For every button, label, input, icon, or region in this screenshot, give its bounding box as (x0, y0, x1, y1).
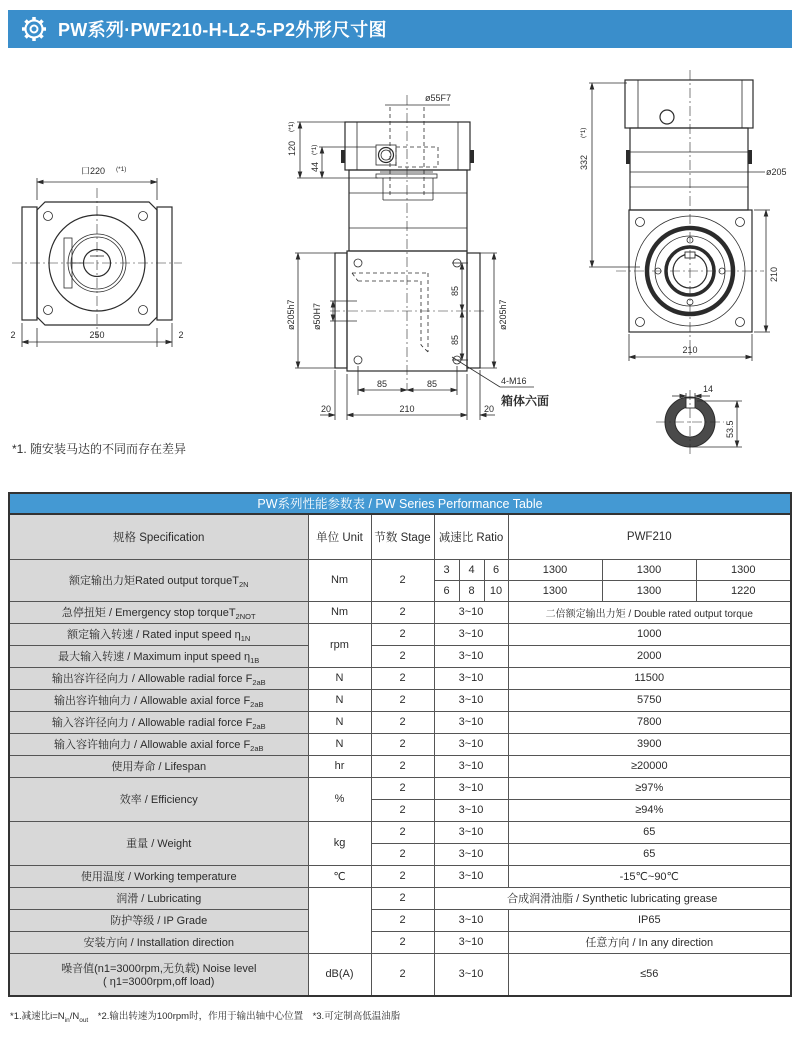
value-cell: 3~10 (434, 777, 508, 799)
dim-label: 210 (682, 345, 698, 355)
value-cell: 3~10 (434, 799, 508, 821)
value-cell: ≤56 (508, 953, 791, 996)
value-cell: 3~10 (434, 931, 508, 953)
spec-cell: 输入容许径向力 / Allowable radial force $F_{2aB}$ (9, 711, 308, 733)
spec-cell: 使用温度 / Working temperature (9, 865, 308, 887)
footnote-sub: out (79, 1016, 89, 1024)
value-cell: 2 (371, 865, 434, 887)
value-cell: -15℃~90℃ (508, 865, 791, 887)
dim-label: 210 (399, 404, 415, 414)
spec-cell: 输入容许轴向力 / Allowable axial force $F_{2aB}$ (9, 733, 308, 755)
table-row (9, 887, 791, 909)
value-cell: 2 (371, 843, 434, 865)
value-cell: 单位 Unit (308, 514, 371, 559)
table-row (9, 623, 791, 645)
value-cell: 1220 (696, 580, 791, 601)
table-row (9, 865, 791, 887)
value-cell: 2 (371, 799, 434, 821)
dim-label: 14 (703, 384, 714, 394)
value-cell: 2 (371, 645, 434, 667)
value-cell: 2 (371, 777, 434, 799)
spec-cell: 额定输出力矩Rated output torqueT$_{2N}$ (9, 559, 308, 601)
table-row (9, 667, 791, 689)
value-cell: N (308, 733, 371, 755)
spec-cell: 效率 / Efficiency (9, 777, 308, 821)
dim-label: 44 (310, 161, 320, 172)
value-cell: 3~10 (434, 865, 508, 887)
value-cell: 6 (434, 580, 459, 601)
dim-note: (*1) (288, 121, 295, 132)
spec-cell: 润滑 / Lubricating (9, 887, 308, 909)
value-cell: 3~10 (434, 623, 508, 645)
value-cell: 3 (434, 559, 459, 580)
value-cell: 6 (484, 559, 508, 580)
table-row (9, 559, 791, 580)
box-faces-label: 箱体六面 (501, 394, 550, 408)
dim-label: 210 (769, 266, 779, 282)
value-cell: PWF210 (508, 514, 791, 559)
value-cell: 2 (371, 909, 434, 931)
value-cell: 8 (459, 580, 484, 601)
value-cell: 2 (371, 887, 434, 909)
dimension-drawings (0, 60, 800, 460)
side-view-drawing (286, 93, 549, 420)
value-cell: 节数 Stage (371, 514, 434, 559)
table-row (9, 821, 791, 843)
dim-note: (*1) (311, 144, 318, 155)
value-cell: 1000 (508, 623, 791, 645)
spec-cell: 防护等级 / IP Grade (9, 909, 308, 931)
table-row (9, 953, 791, 996)
value-cell: 1300 (696, 559, 791, 580)
dim-label: 2 (10, 330, 16, 340)
value-cell: 任意方向 / In any direction (508, 931, 791, 953)
value-cell: rpm (308, 623, 371, 667)
value-cell: kg (308, 821, 371, 865)
value-cell: 7800 (508, 711, 791, 733)
footnote (10, 1008, 400, 1024)
header-banner (8, 10, 792, 48)
rear-view-drawing (579, 70, 787, 456)
dim-label: 85 (426, 379, 438, 389)
value-cell: 2 (371, 931, 434, 953)
gear-icon (20, 15, 48, 43)
value-cell: 3~10 (434, 733, 508, 755)
dim-label: 85 (450, 285, 460, 296)
performance-table (8, 513, 792, 997)
table-row (9, 514, 791, 559)
spec-cell: 额定输入转速 / Rated input speed $\eta_{1N}$ (9, 623, 308, 645)
table-row (9, 601, 791, 623)
value-cell: N (308, 711, 371, 733)
table-row (9, 689, 791, 711)
value-cell: 10 (484, 580, 508, 601)
value-cell: 1300 (508, 580, 602, 601)
value-cell: 65 (508, 821, 791, 843)
footnote-sub: in (64, 1016, 70, 1024)
dim-label: 20 (483, 404, 495, 414)
performance-table-section (8, 492, 792, 997)
table-row (9, 711, 791, 733)
spec-cell: 规格 Specification (9, 514, 308, 559)
table-title: PW系列性能参数表 / PW Series Performance Table (8, 492, 792, 513)
value-cell: 3~10 (434, 909, 508, 931)
value-cell: N (308, 689, 371, 711)
value-cell: 3~10 (434, 711, 508, 733)
value-cell: 2 (371, 755, 434, 777)
dim-note: (*1) (116, 166, 127, 173)
value-cell: 3~10 (434, 755, 508, 777)
value-cell: 1300 (602, 580, 696, 601)
dim-label: 53.5 (725, 420, 735, 438)
value-cell: 3~10 (434, 953, 508, 996)
dim-label: 250 (89, 330, 105, 340)
value-cell: hr (308, 755, 371, 777)
spec-cell: 急停扭矩 / Emergency stop torqueT$_{2NOT}$ (9, 601, 308, 623)
spec-cell: 噪音值(n1=3000rpm,无负载) Noise level ( η1=3000rpm,off load) (9, 953, 308, 996)
drawing-note: *1. 随安装马达的不同而存在差异 (12, 442, 187, 456)
value-cell: 3~10 (434, 843, 508, 865)
dim-label: 85 (376, 379, 388, 389)
value-cell: N (308, 667, 371, 689)
value-cell: 3~10 (434, 821, 508, 843)
performance-table-body (9, 514, 791, 996)
value-cell: 3~10 (434, 645, 508, 667)
value-cell: IP65 (508, 909, 791, 931)
value-cell: 1300 (508, 559, 602, 580)
spec-cell: 重量 / Weight (9, 821, 308, 865)
bolt-spec-label: 4-M16 (501, 376, 527, 386)
value-cell: 2 (371, 601, 434, 623)
dim-label: 120 (287, 140, 297, 156)
value-cell: ≥94% (508, 799, 791, 821)
table-row (9, 755, 791, 777)
footnote-text: /N (69, 1011, 80, 1022)
value-cell: 合成润滑油脂 / Synthetic lubricating grease (434, 887, 791, 909)
value-cell: 3~10 (434, 601, 508, 623)
value-cell: 11500 (508, 667, 791, 689)
value-cell: 2 (371, 667, 434, 689)
value-cell: 5750 (508, 689, 791, 711)
value-cell: Nm (308, 601, 371, 623)
footnote-text: *2.输出转速为100rpm时，作用于输出轴中心位置 *3.可定制高低温油脂 (88, 1011, 401, 1022)
table-row (9, 931, 791, 953)
spec-cell: 输出容许轴向力 / Allowable axial force $F_{2aB}$ (9, 689, 308, 711)
table-row (9, 733, 791, 755)
spec-cell: 安装方向 / Installation direction (9, 931, 308, 953)
front-view-drawing (10, 166, 183, 347)
dim-note: (*1) (580, 127, 587, 138)
value-cell (308, 887, 371, 953)
value-cell: 2 (371, 711, 434, 733)
dim-label: 2 (178, 330, 184, 340)
dim-label: ø50H7 (312, 302, 322, 330)
value-cell: 减速比 Ratio (434, 514, 508, 559)
value-cell: 二倍额定输出力矩 / Double rated output torque (508, 601, 791, 623)
value-cell: dB(A) (308, 953, 371, 996)
dim-label: 20 (320, 404, 332, 414)
value-cell: 1300 (602, 559, 696, 580)
dim-label: ø205h7 (498, 299, 508, 330)
dim-label: 85 (450, 334, 460, 345)
value-cell: 2000 (508, 645, 791, 667)
value-cell: 3~10 (434, 689, 508, 711)
value-cell: ≥97% (508, 777, 791, 799)
footnote-text: *1.减速比i=N (10, 1011, 65, 1022)
value-cell: 2 (371, 733, 434, 755)
value-cell: 2 (371, 559, 434, 601)
value-cell: 2 (371, 623, 434, 645)
value-cell: ≥20000 (508, 755, 791, 777)
value-cell: 65 (508, 843, 791, 865)
dim-label: 332 (579, 154, 589, 170)
dim-label: 口220 (80, 166, 106, 176)
value-cell: 2 (371, 953, 434, 996)
value-cell: % (308, 777, 371, 821)
dim-label: ø55F7 (425, 93, 452, 103)
value-cell: 2 (371, 689, 434, 711)
dim-label: ø205 (766, 167, 787, 177)
table-row (9, 909, 791, 931)
spec-cell: 使用寿命 / Lifespan (9, 755, 308, 777)
value-cell: ℃ (308, 865, 371, 887)
dim-label: ø205h7 (286, 299, 296, 330)
value-cell: 2 (371, 821, 434, 843)
table-row (9, 645, 791, 667)
value-cell: 4 (459, 559, 484, 580)
table-row (9, 777, 791, 799)
page-title: PW系列·PWF210-H-L2-5-P2外形尺寸图 (58, 20, 387, 40)
spec-cell: 最大输入转速 / Maximum input speed $\eta_{1B}$ (9, 645, 308, 667)
value-cell: Nm (308, 559, 371, 601)
value-cell: 3~10 (434, 667, 508, 689)
spec-cell: 输出容许径向力 / Allowable radial force $F_{2aB}$ (9, 667, 308, 689)
value-cell: 3900 (508, 733, 791, 755)
